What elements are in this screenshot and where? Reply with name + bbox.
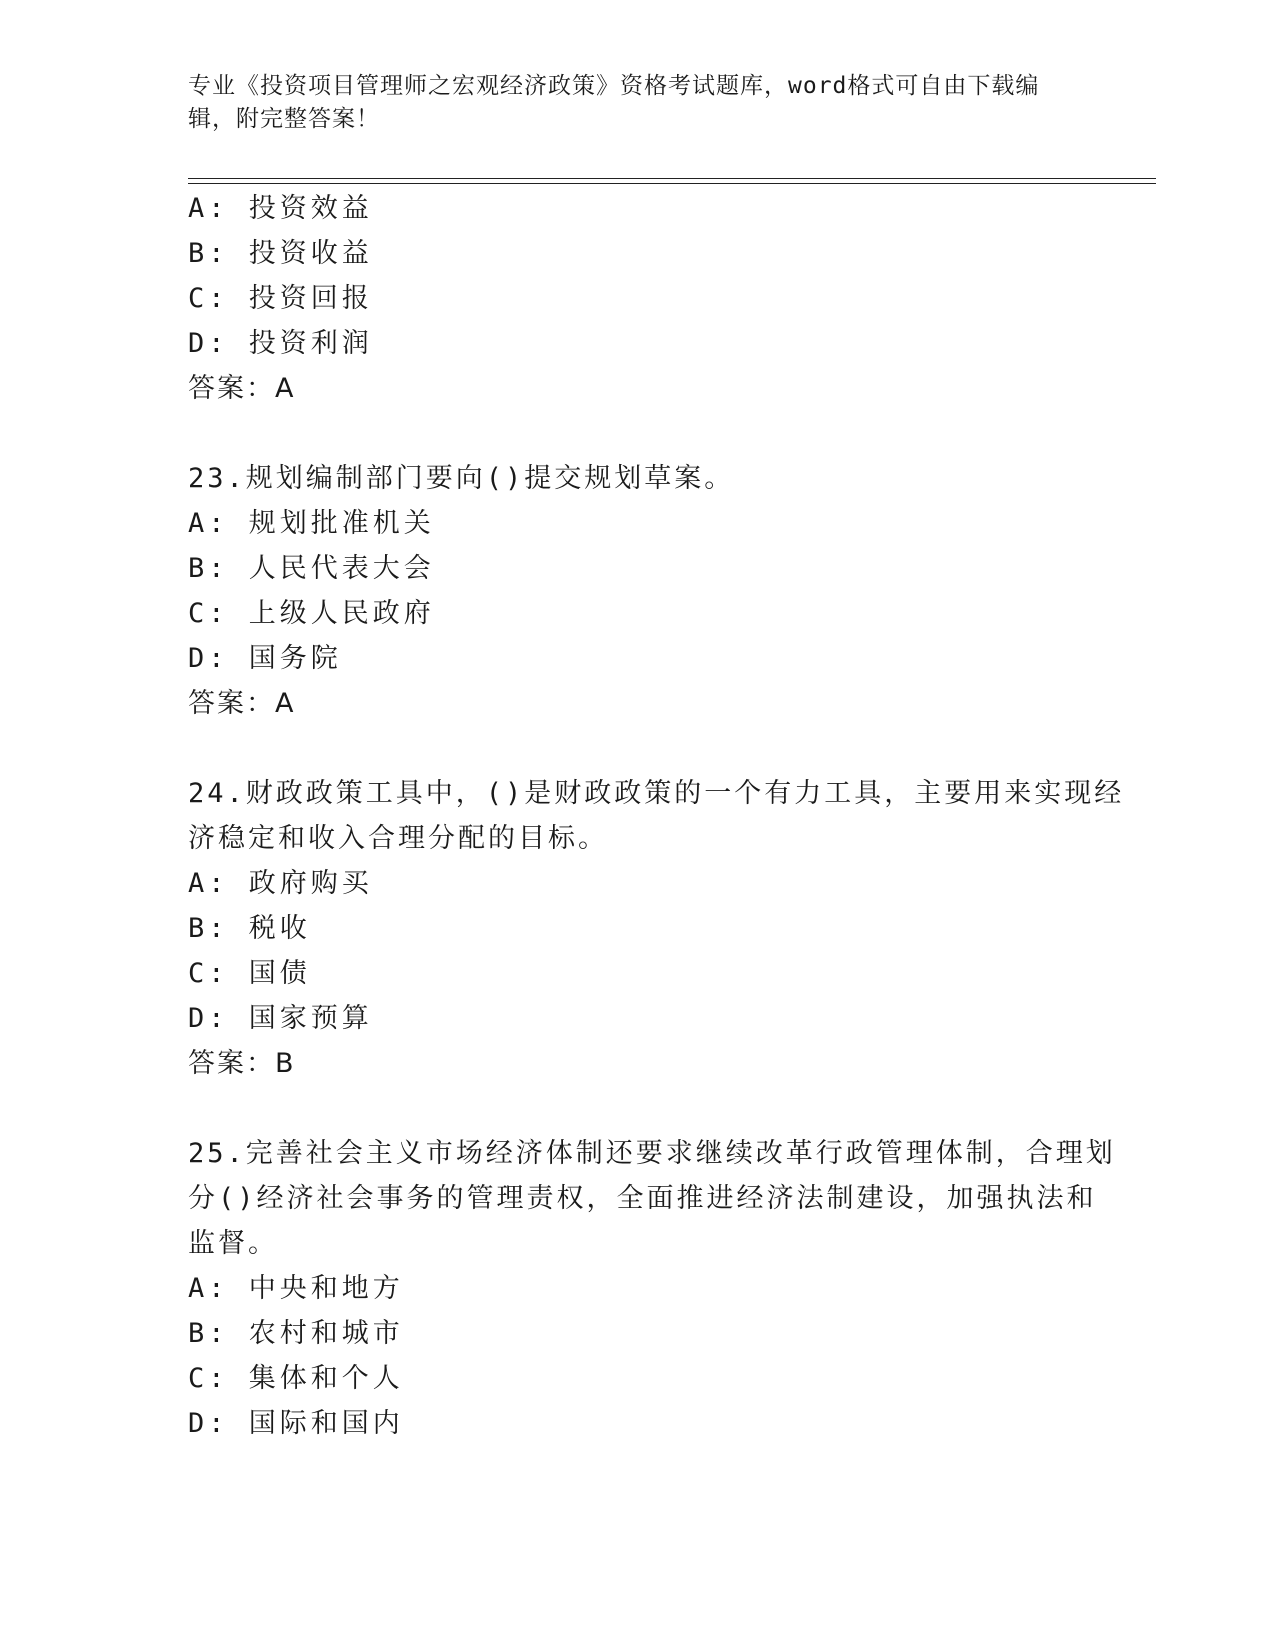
q25-option-d: D: 国际和国内 — [188, 1408, 404, 1439]
q23-answer: 答案：A — [188, 688, 296, 719]
q24-option-c: C: 国债 — [188, 958, 311, 989]
q25-stem-line-2: 分()经济社会事务的管理责权，全面推进经济法制建设，加强执法和 — [188, 1183, 1097, 1214]
q24-stem-line-1: 24.财政政策工具中，()是财政政策的一个有力工具，主要用来实现经 — [188, 778, 1125, 809]
document-header — [188, 70, 1068, 136]
q22-option-d: D: 投资利润 — [188, 328, 373, 359]
q22-option-a: A: 投资效益 — [188, 193, 373, 224]
q25-stem-line-1: 25.完善社会主义市场经济体制还要求继续改革行政管理体制，合理划 — [188, 1138, 1116, 1169]
header-divider-bottom — [188, 183, 1156, 184]
q23-option-b: B: 人民代表大会 — [188, 553, 435, 584]
q23-stem: 23.规划编制部门要向()提交规划草案。 — [188, 463, 735, 494]
q24-option-a: A: 政府购买 — [188, 868, 373, 899]
q23-option-d: D: 国务院 — [188, 643, 342, 674]
q23-option-a: A: 规划批准机关 — [188, 508, 435, 539]
q22-option-b: B: 投资收益 — [188, 238, 373, 269]
header-line-1: 专业《投资项目管理师之宏观经济政策》资格考试题库，word格式可自由下载编 — [188, 73, 1040, 99]
q25-option-b: B: 农村和城市 — [188, 1318, 404, 1349]
q24-answer: 答案：B — [188, 1048, 296, 1079]
q25-option-a: A: 中央和地方 — [188, 1273, 404, 1304]
q24-option-b: B: 税收 — [188, 913, 311, 944]
q23-option-c: C: 上级人民政府 — [188, 598, 435, 629]
q25-stem-line-3: 监督。 — [188, 1228, 278, 1259]
q22-option-c: C: 投资回报 — [188, 283, 373, 314]
q24-option-d: D: 国家预算 — [188, 1003, 373, 1034]
q24-stem-line-2: 济稳定和收入合理分配的目标。 — [188, 823, 608, 854]
header-divider-top — [188, 178, 1156, 179]
q22-answer: 答案：A — [188, 373, 296, 404]
header-line-2: 辑，附完整答案！ — [188, 106, 380, 132]
q25-option-c: C: 集体和个人 — [188, 1363, 404, 1394]
